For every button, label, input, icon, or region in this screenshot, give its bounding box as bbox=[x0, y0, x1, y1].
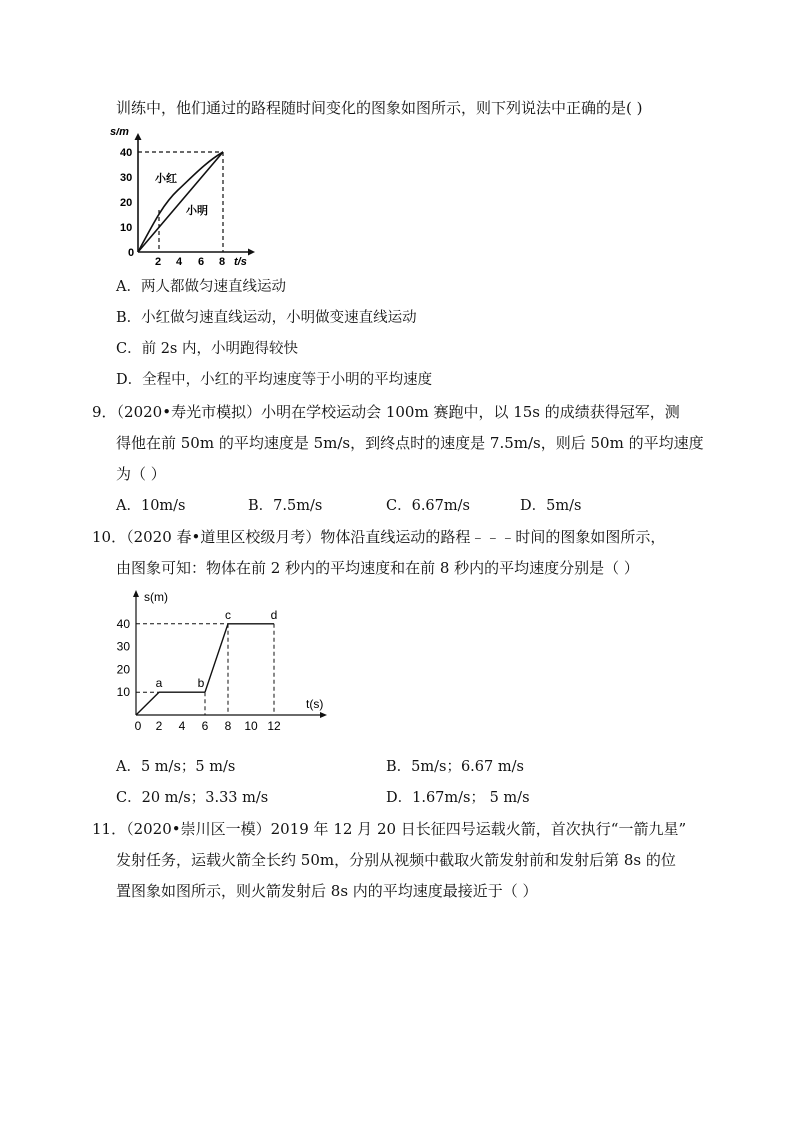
q9-option-a: A．10m/s bbox=[116, 498, 186, 514]
q10-x-tick: 10 bbox=[244, 719, 258, 733]
q10-y-label: s(m) bbox=[144, 590, 168, 604]
q10-point-label: c bbox=[225, 607, 231, 622]
q10-option-c: C．20 m/s；3.33 m/s bbox=[116, 790, 269, 806]
q8-stem: 训练中，他们通过的路程随时间变化的图象如图所示，则下列说法中正确的是( ) bbox=[116, 99, 643, 117]
q8-y-label: s/m bbox=[110, 128, 129, 138]
q10-stem-line1: 10．（2020 春•道里区校级月考）物体沿直线运动的路程﹣﹣﹣时间的图象如图所示， bbox=[92, 528, 666, 546]
q9-option-d: D．5m/s bbox=[520, 498, 582, 514]
q8-y-tick: 10 bbox=[120, 222, 133, 234]
q10-x-tick: 2 bbox=[155, 719, 163, 733]
q10-option-b: B．5m/s；6.67 m/s bbox=[386, 759, 524, 775]
q8-x-tick: 2 bbox=[155, 256, 162, 268]
q11-stem-line2: 发射任务，运载火箭全长约 50m，分别从视频中截取火箭发射前和发射后第 8s 的位 bbox=[116, 851, 676, 869]
q10-x-tick: 8 bbox=[224, 719, 232, 733]
q8-curve-label-xiaohong: 小红 bbox=[155, 173, 177, 185]
q8-option-b: B．小红做匀速直线运动，小明做变速直线运动 bbox=[116, 310, 417, 326]
q8-x-tick: 4 bbox=[176, 256, 183, 268]
q10-x-tick: 4 bbox=[178, 719, 186, 733]
q10-figure bbox=[108, 585, 333, 745]
q8-y-tick: 30 bbox=[120, 172, 133, 184]
q10-point-label: d bbox=[270, 607, 278, 622]
q10-option-a: A．5 m/s；5 m/s bbox=[116, 759, 236, 775]
q10-series-segment bbox=[205, 624, 228, 692]
q10-y-tick: 10 bbox=[116, 685, 130, 700]
q9-option-b: B．7.5m/s bbox=[248, 498, 323, 514]
q9-stem-line3: 为（ ） bbox=[116, 465, 166, 483]
q10-y-tick: 20 bbox=[116, 662, 130, 677]
q10-y-tick: 40 bbox=[116, 616, 130, 631]
q10-x-tick: 6 bbox=[201, 719, 209, 733]
q8-x-tick: 6 bbox=[198, 256, 205, 268]
q8-figure bbox=[108, 128, 258, 268]
q10-series-segment bbox=[136, 692, 159, 715]
q8-y-tick: 20 bbox=[120, 197, 133, 209]
q8-x-tick: 8 bbox=[219, 256, 226, 268]
q9-stem-line2: 得他在前 50m 的平均速度是 5m/s，到终点时的速度是 7.5m/s，则后 50m 的平均速度 bbox=[116, 434, 704, 452]
q10-stem-line2: 由图象可知：物体在前 2 秒内的平均速度和在前 8 秒内的平均速度分别是（ ） bbox=[116, 559, 639, 577]
q8-option-a: A．两人都做匀速直线运动 bbox=[116, 279, 286, 295]
q10-point-label: a bbox=[155, 676, 163, 691]
q8-curve-label-xiaoming: 小明 bbox=[186, 205, 208, 217]
q10-x-tick: 12 bbox=[267, 719, 281, 733]
q8-origin: 0 bbox=[128, 247, 135, 259]
q8-x-label: t/s bbox=[234, 256, 247, 268]
q11-stem-line3: 置图象如图所示，则火箭发射后 8s 内的平均速度最接近于（ ） bbox=[116, 882, 538, 900]
q8-line-xiaoming bbox=[138, 152, 223, 252]
q11-stem-line1: 11．（2020•崇川区一模）2019 年 12 月 20 日长征四号运载火箭，首次执行“一箭九星” bbox=[92, 820, 687, 838]
q10-option-d: D．1.67m/s； 5 m/s bbox=[386, 790, 530, 806]
q8-option-d: D．全程中，小红的平均速度等于小明的平均速度 bbox=[116, 372, 433, 388]
q10-x-tick: 0 bbox=[134, 719, 142, 733]
q9-option-c: C．6.67m/s bbox=[386, 498, 470, 514]
q10-y-tick: 30 bbox=[116, 639, 130, 654]
q10-x-label: t(s) bbox=[306, 697, 324, 711]
q9-stem-line1: 9．（2020•寿光市模拟）小明在学校运动会 100m 赛跑中，以 15s 的成绩获得冠军，测 bbox=[92, 403, 680, 421]
q10-point-label: b bbox=[197, 676, 205, 691]
q8-y-tick: 40 bbox=[120, 147, 133, 159]
q8-option-c: C．前 2s 内，小明跑得较快 bbox=[116, 341, 298, 357]
